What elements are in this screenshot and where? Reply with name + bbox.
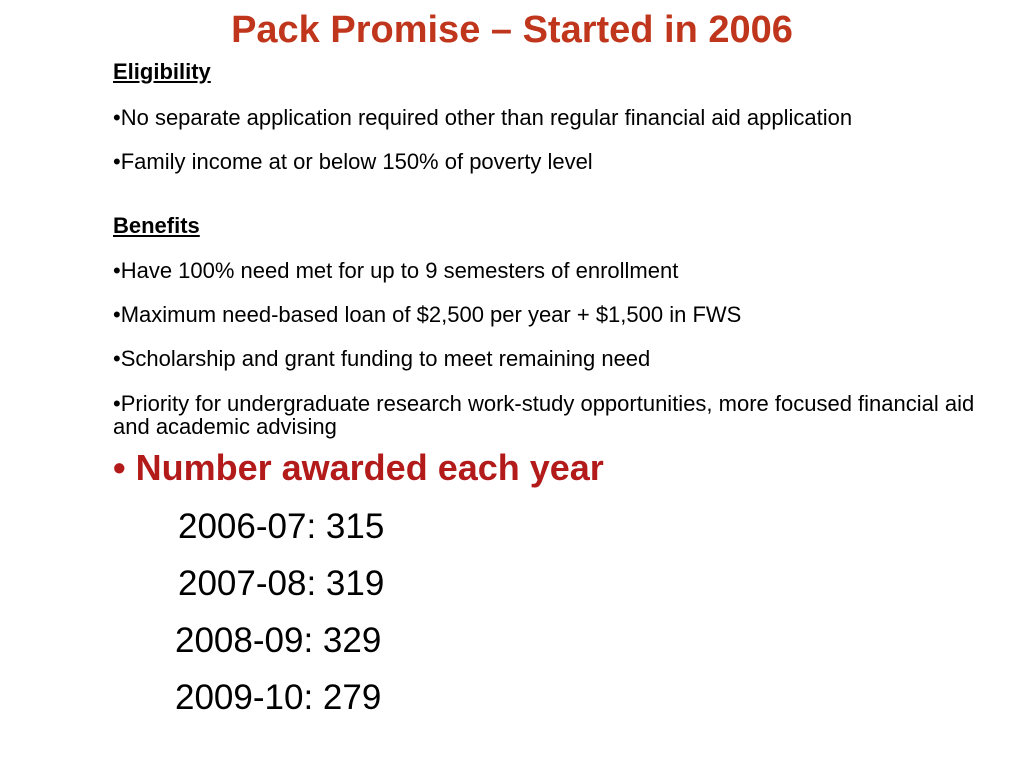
benefits-heading: Benefits xyxy=(113,213,200,238)
bullet-point: • xyxy=(113,447,126,488)
award-year-row: 2008-09: 329 xyxy=(175,621,382,660)
benefits-item-scholarship: •Scholarship and grant funding to meet remaining need xyxy=(113,346,651,371)
award-year-row: 2006-07: 315 xyxy=(178,507,385,546)
awards-heading-row xyxy=(113,446,604,490)
eligibility-heading: Eligibility xyxy=(113,59,211,84)
benefits-item-need-met: •Have 100% need met for up to 9 semesters of enrollment xyxy=(113,258,679,283)
slide-title: Pack Promise – Started in 2006 xyxy=(231,9,793,51)
eligibility-item-application: •No separate application required other than regular financial aid application xyxy=(113,105,853,130)
eligibility-item-income: •Family income at or below 150% of poverty level xyxy=(113,149,593,174)
award-year-row: 2007-08: 319 xyxy=(178,564,385,603)
award-year-row: 2009-10: 279 xyxy=(175,678,382,717)
benefits-item-priority: •Priority for undergraduate research work-study opportunities, more focused financial aid and academic advising xyxy=(113,391,975,439)
awards-heading: Number awarded each year xyxy=(135,447,604,488)
benefits-item-loan: •Maximum need-based loan of $2,500 per year + $1,500 in FWS xyxy=(113,302,742,327)
